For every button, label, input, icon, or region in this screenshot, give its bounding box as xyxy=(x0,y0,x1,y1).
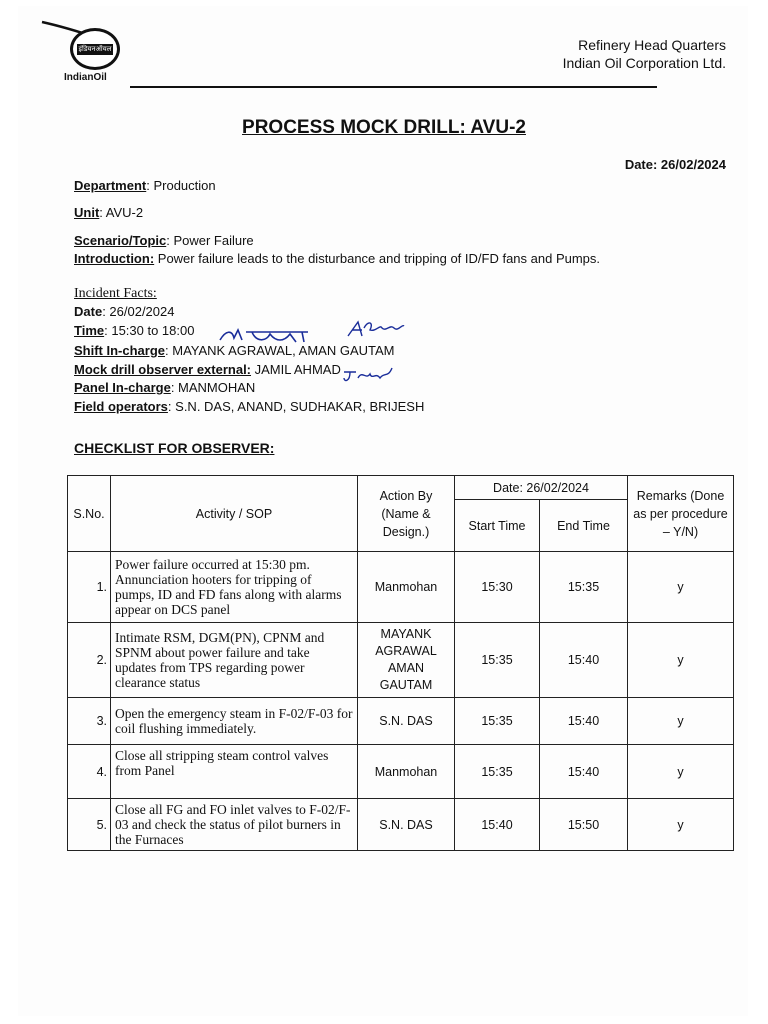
row-start-time: 15:35 xyxy=(455,745,540,799)
logo-band-text: इंडियनऑयल xyxy=(78,44,112,53)
header-divider xyxy=(130,86,657,88)
document-date: Date: 26/02/2024 xyxy=(624,157,726,172)
header-remarks: Remarks (Done as per procedure – Y/N) xyxy=(628,476,734,552)
header-start-time: Start Time xyxy=(455,500,540,552)
checklist-heading: CHECKLIST FOR OBSERVER: xyxy=(74,440,275,456)
hq-line-1: Refinery Head Quarters xyxy=(578,37,726,53)
company-address xyxy=(563,36,726,72)
row-remark: y xyxy=(628,745,734,799)
logo-text: IndianOil xyxy=(64,72,107,83)
row-action-by: S.N. DAS xyxy=(358,698,455,745)
introduction-field: Introduction: Power failure leads to the disturbance and tripping of ID/FD fans and Pumps. xyxy=(74,251,601,266)
row-start-time: 15:30 xyxy=(455,552,540,623)
row-remark: y xyxy=(628,623,734,698)
row-sno: 4. xyxy=(68,745,111,799)
header-activity: Activity / SOP xyxy=(111,476,358,552)
checklist-table xyxy=(67,475,734,851)
department-field: Department: Production xyxy=(74,178,216,193)
header-date-group: Date: 26/02/2024 xyxy=(455,476,628,500)
table-row xyxy=(68,745,734,799)
row-remark: y xyxy=(628,552,734,623)
row-end-time: 15:35 xyxy=(540,552,628,623)
header-sno: S.No. xyxy=(68,476,111,552)
panel-incharge-field: Panel In-charge: MANMOHAN xyxy=(74,380,256,395)
row-activity: Close all FG and FO inlet valves to F-02/F-03 and check the status of pilot burners in the Furnaces xyxy=(111,799,358,851)
row-action-by: MAYANK AGRAWAL AMAN GAUTAM xyxy=(358,623,455,698)
row-start-time: 15:35 xyxy=(455,623,540,698)
header-action-by: Action By (Name & Design.) xyxy=(358,476,455,552)
row-end-time: 15:50 xyxy=(540,799,628,851)
row-sno: 3. xyxy=(68,698,111,745)
header-end-time: End Time xyxy=(540,500,628,552)
row-activity: Intimate RSM, DGM(PN), CPNM and SPNM about power failure and take updates from TPS regarding power clearance status xyxy=(111,623,358,698)
scenario-field: Scenario/Topic: Power Failure xyxy=(74,233,254,248)
table-row xyxy=(68,552,734,623)
row-start-time: 15:35 xyxy=(455,698,540,745)
row-start-time: 15:40 xyxy=(455,799,540,851)
row-end-time: 15:40 xyxy=(540,623,628,698)
table-row xyxy=(68,623,734,698)
table-row xyxy=(68,698,734,745)
row-end-time: 15:40 xyxy=(540,745,628,799)
signature-jamil-icon xyxy=(342,364,397,384)
logo-emblem-icon xyxy=(70,28,120,70)
row-sno: 5. xyxy=(68,799,111,851)
row-activity: Close all stripping steam control valves from Panel xyxy=(111,745,358,799)
row-remark: y xyxy=(628,799,734,851)
incident-date-field: Date: 26/02/2024 xyxy=(74,304,175,319)
row-activity: Open the emergency steam in F-02/F-03 for coil flushing immediately. xyxy=(111,698,358,745)
hq-line-2: Indian Oil Corporation Ltd. xyxy=(562,55,726,71)
row-action-by: Manmohan xyxy=(358,745,455,799)
incident-time-field: Time: 15:30 to 18:00 xyxy=(74,323,195,338)
unit-field: Unit: AVU-2 xyxy=(74,205,144,220)
signature-gautam-icon xyxy=(346,318,406,340)
observer-field: Mock drill observer external: JAMIL AHMAD xyxy=(74,362,341,377)
row-sno: 1. xyxy=(68,552,111,623)
row-sno: 2. xyxy=(68,623,111,698)
row-action-by: S.N. DAS xyxy=(358,799,455,851)
row-activity: Power failure occurred at 15:30 pm. Annunciation hooters for tripping of pumps, ID and FD fans along with alarms appear on DCS panel xyxy=(111,552,358,623)
page-title: PROCESS MOCK DRILL: AVU-2 xyxy=(242,117,526,138)
shift-incharge-field: Shift In-charge: MAYANK AGRAWAL, AMAN GAUTAM xyxy=(74,343,395,358)
row-end-time: 15:40 xyxy=(540,698,628,745)
field-operators-field: Field operators: S.N. DAS, ANAND, SUDHAKAR, BRIJESH xyxy=(74,399,425,414)
incident-facts-heading: Incident Facts: xyxy=(74,286,157,301)
row-remark: y xyxy=(628,698,734,745)
table-row xyxy=(68,799,734,851)
row-action-by: Manmohan xyxy=(358,552,455,623)
signature-mayank-icon xyxy=(218,326,313,346)
indianoil-logo xyxy=(64,28,124,83)
